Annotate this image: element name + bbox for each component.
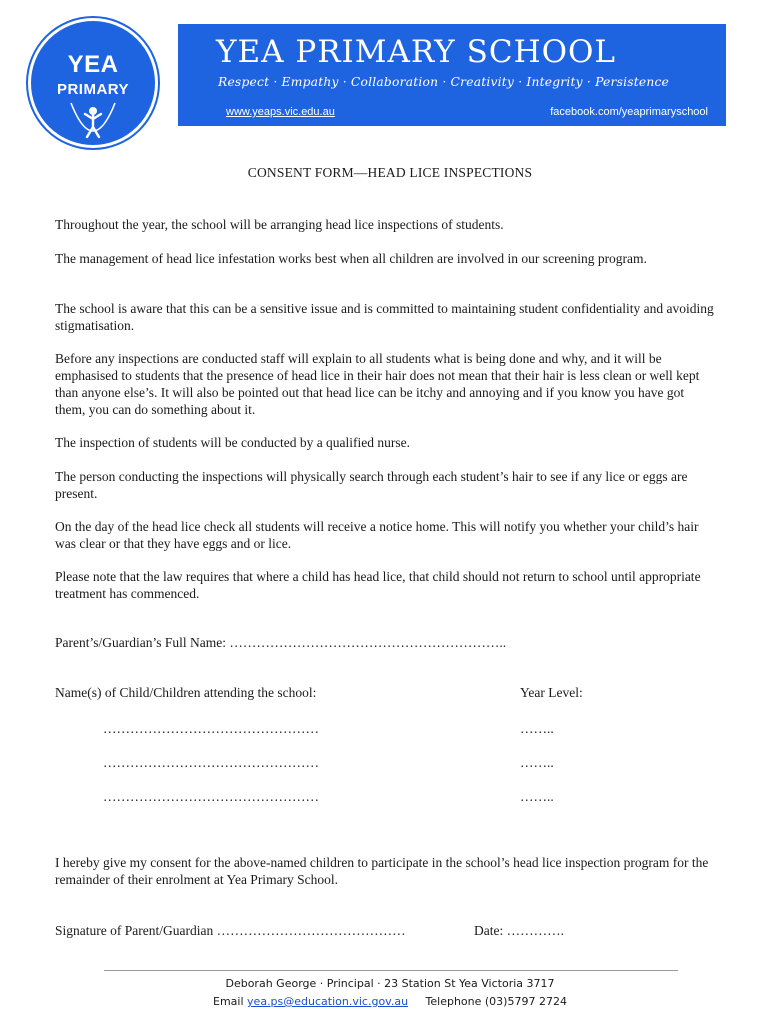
paragraph-law: Please note that the law requires that where a child has head lice, that child should not return to school until appropriate treatment has commenced.	[55, 569, 701, 601]
paragraph-explanation: Before any inspections are conducted staff will explain to all students what is being done and why, and it will be emphasised to students that the presence of head lice in their hair does not mean that their hair is less clean or well kept than anyone else’s. It will also be pointed out that head lice can be itchy and annoying and if you know you have got them, you can do something about it.	[55, 351, 700, 417]
child-name-field[interactable]: …………………………………………	[103, 789, 319, 804]
footer-divider	[104, 970, 678, 971]
child-name-field[interactable]: …………………………………………	[103, 755, 319, 770]
child-name-field[interactable]: …………………………………………	[103, 721, 319, 736]
logo-title-yea: YEA	[67, 51, 119, 78]
email-label: Email	[213, 995, 244, 1008]
parent-name-field[interactable]: Parent’s/Guardian’s Full Name: ……………………………………………………..	[55, 635, 507, 650]
child-year-field[interactable]: ……..	[520, 789, 554, 804]
child-year-field[interactable]: ……..	[520, 755, 554, 770]
school-values: Respect · Empathy · Collaboration · Creativity · Integrity · Persistence	[218, 75, 670, 89]
email-link[interactable]: yea.ps@education.vic.gov.au	[247, 995, 409, 1008]
child-year-field[interactable]: ……..	[520, 721, 554, 736]
footer-address: Deborah George · Principal · 23 Station St Yea Victoria 3717	[225, 977, 555, 990]
paragraph-management: The management of head lice infestation works best when all children are involved in our screening program.	[55, 251, 647, 266]
facebook-link[interactable]: facebook.com/yeaprimaryschool	[550, 106, 708, 118]
form-title: CONSENT FORM—HEAD LICE INSPECTIONS	[247, 165, 533, 180]
children-label: Name(s) of Child/Children attending the school:	[55, 685, 317, 700]
footer-contact	[0, 995, 770, 1008]
year-level-label: Year Level:	[520, 685, 583, 700]
paragraph-intro: Throughout the year, the school will be arranging head lice inspections of students.	[55, 217, 504, 232]
school-name: YEA PRIMARY SCHOOL	[216, 34, 617, 70]
date-field[interactable]: Date: ………….	[474, 923, 564, 938]
paragraph-nurse: The inspection of students will be conducted by a qualified nurse.	[55, 435, 411, 450]
website-link[interactable]: www.yeaps.vic.edu.au	[226, 106, 335, 118]
paragraph-notice: On the day of the head lice check all students will receive a notice home. This will notify you whether your child’s hair was clear or that they have eggs and or lice.	[55, 519, 699, 551]
signature-field[interactable]: Signature of Parent/Guardian ……………………………………	[55, 923, 406, 938]
consent-statement: I hereby give my consent for the above-named children to participate in the school’s head lice inspection program for the remainder of their enrolment at Yea Primary School.	[55, 855, 709, 887]
school-logo	[28, 18, 158, 148]
paragraph-sensitivity: The school is aware that this can be a sensitive issue and is committed to maintaining student confidentiality and avoiding stigmatisation.	[55, 301, 714, 333]
telephone-text: Telephone (03)5797 2724	[425, 995, 567, 1008]
skipping-child-icon	[65, 99, 121, 143]
paragraph-search: The person conducting the inspections will physically search through each student’s hair to see if any lice or eggs are present.	[55, 469, 688, 501]
logo-title-primary: PRIMARY	[56, 81, 130, 98]
